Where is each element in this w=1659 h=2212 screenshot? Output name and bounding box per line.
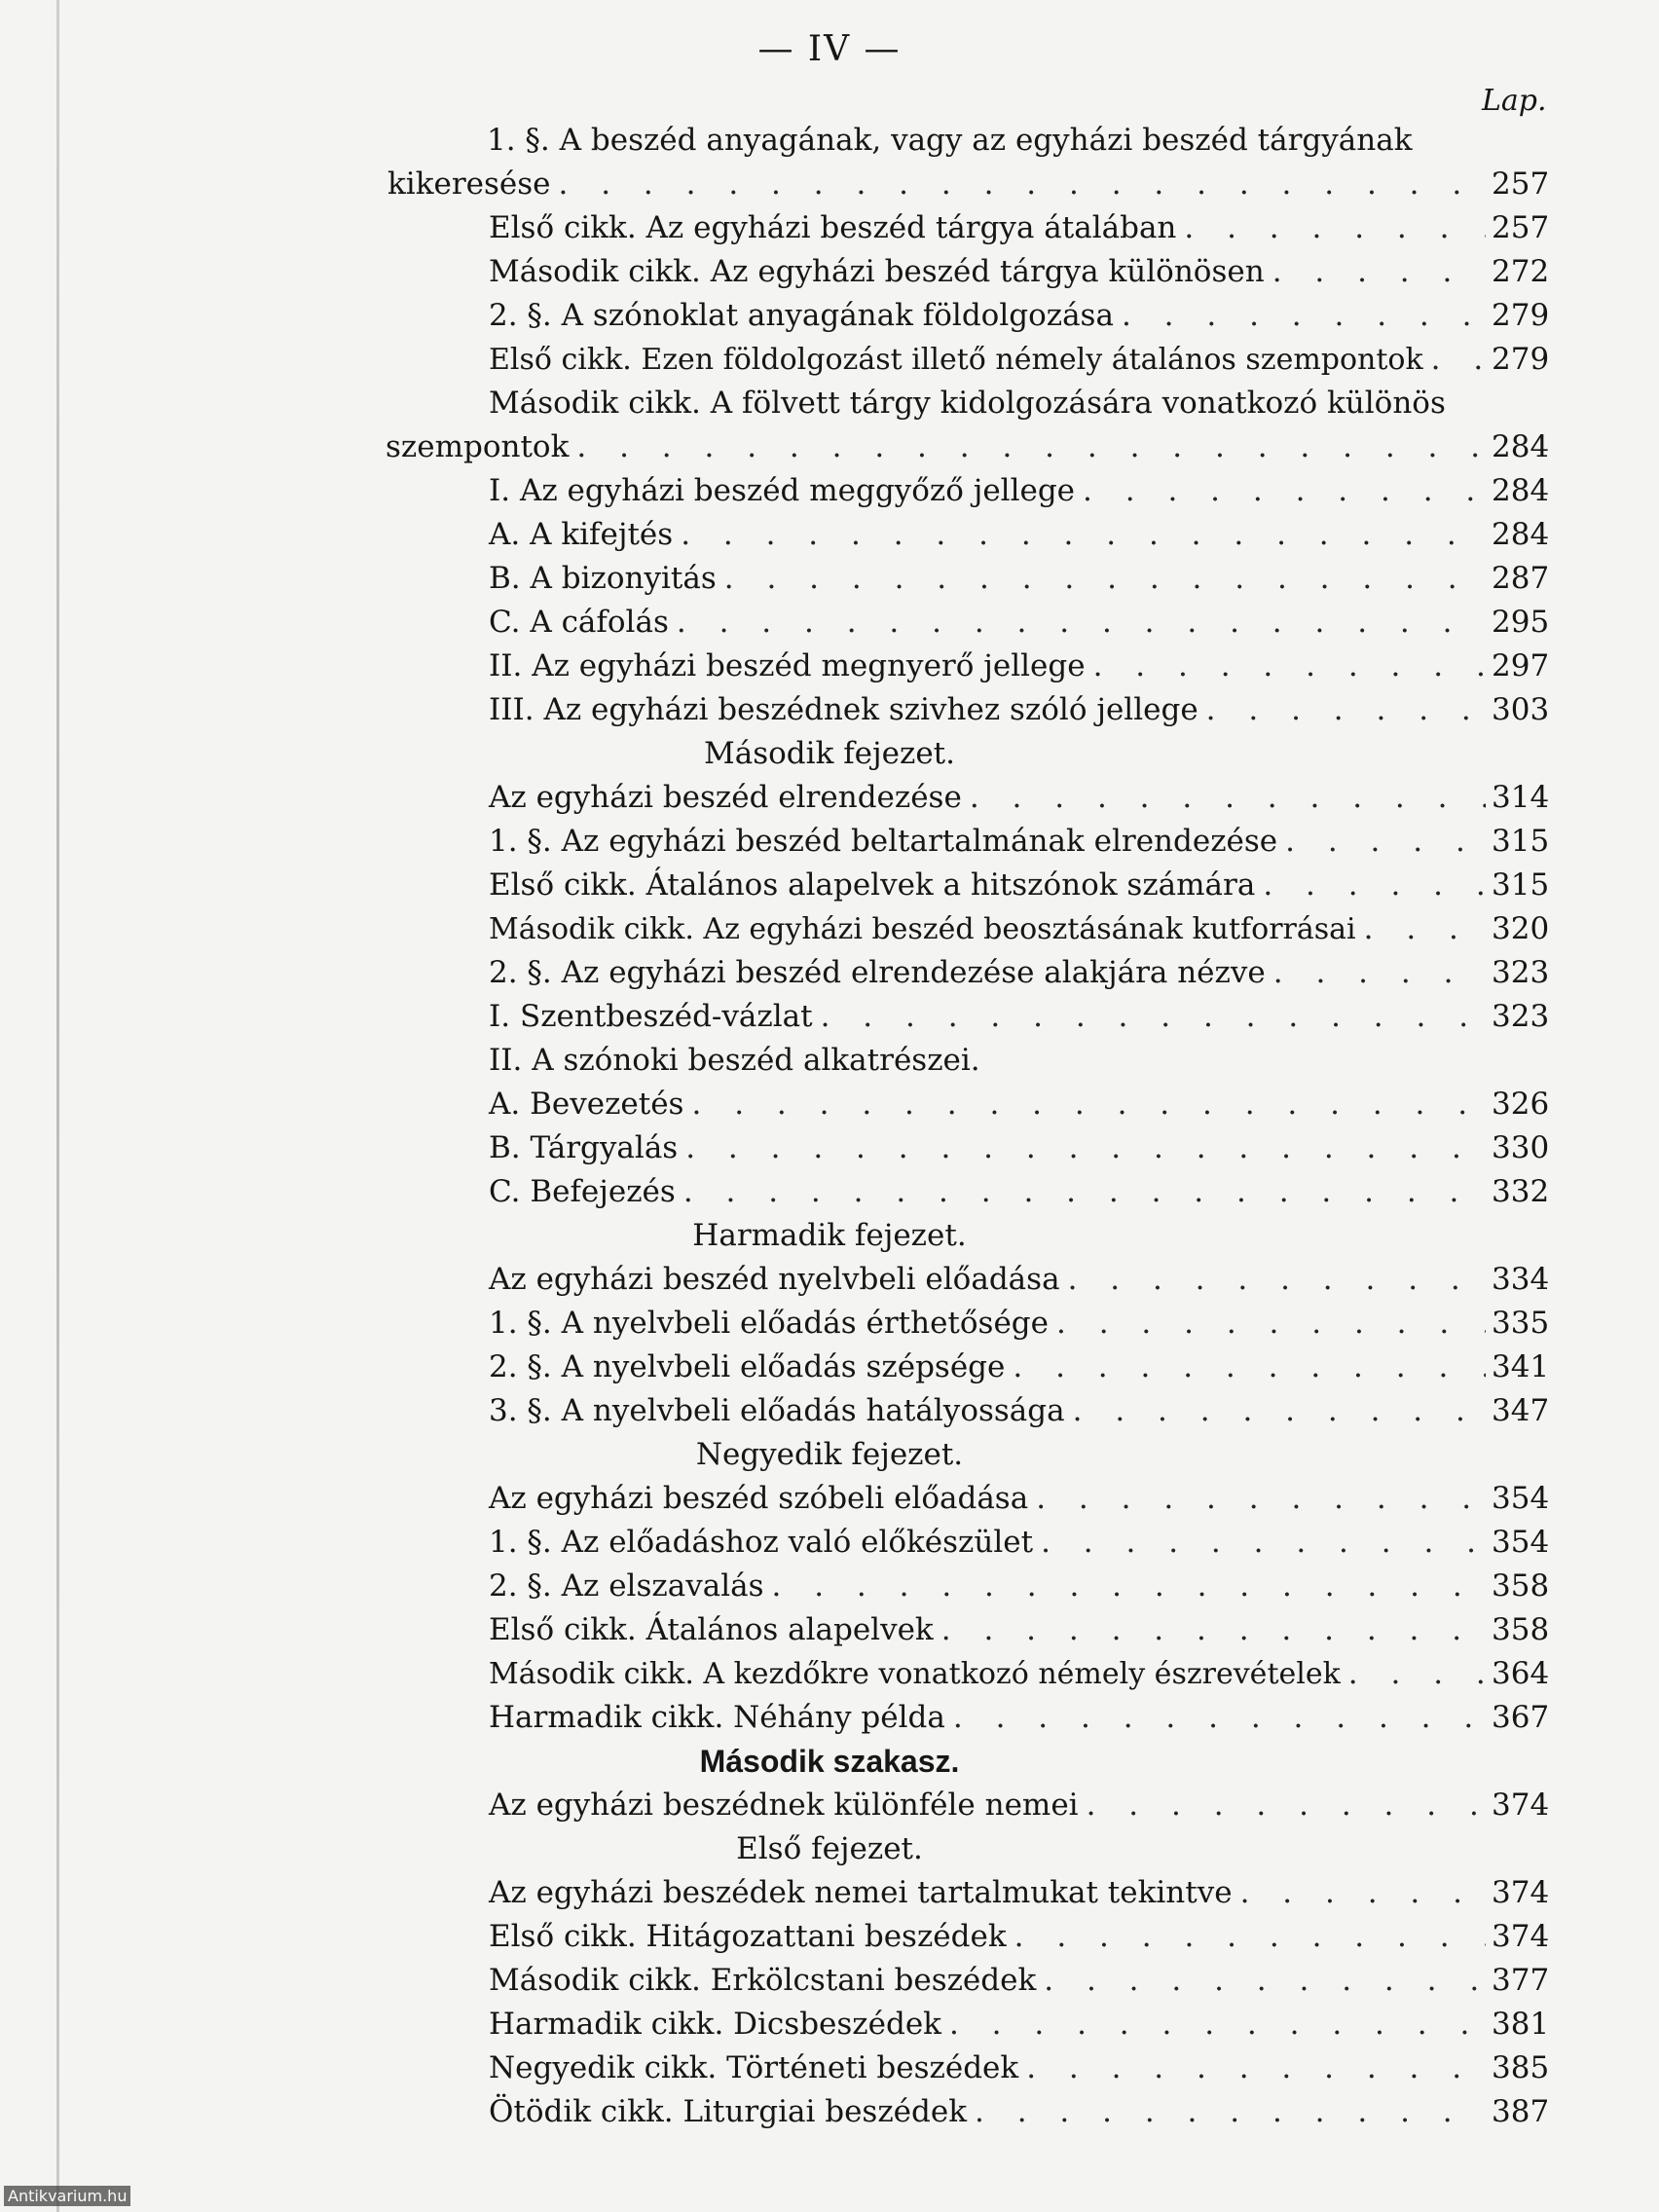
toc-entry-page: 284 bbox=[1492, 429, 1550, 464]
toc-entry bbox=[489, 2094, 1548, 2137]
dot-leader bbox=[1255, 867, 1486, 903]
dot-leader bbox=[1075, 473, 1486, 508]
toc-entry-page: 279 bbox=[1492, 342, 1550, 377]
toc-entry-title: Az egyházi beszéd nyelvbeli előadása bbox=[489, 1262, 1060, 1297]
dot-leader bbox=[1007, 1919, 1486, 1954]
toc-entry-title: 2. §. A szónoklat anyagának földolgozása bbox=[489, 298, 1114, 333]
toc-entry-title: Második cikk. A kezdőkre vonatkozó némely észrevételek bbox=[489, 1657, 1341, 1691]
chapter-heading: Második fejezet. bbox=[704, 736, 955, 771]
toc-entry bbox=[489, 999, 1548, 1042]
toc-entry bbox=[489, 1481, 1548, 1524]
watermark: Antikvarium.hu bbox=[4, 2186, 130, 2206]
toc-entry-title: Első cikk. Átalános alapelvek bbox=[489, 1612, 934, 1647]
dot-leader bbox=[1341, 1656, 1486, 1691]
toc-entry bbox=[489, 1349, 1548, 1392]
dot-leader bbox=[551, 166, 1486, 202]
toc-entry-title: Második cikk. Az egyházi beszéd tárgya különösen bbox=[489, 254, 1265, 289]
dot-leader bbox=[678, 1130, 1486, 1165]
toc-entry-page: 374 bbox=[1492, 1788, 1550, 1823]
toc-entry-title: Harmadik cikk. Néhány példa bbox=[489, 1700, 945, 1735]
toc-entry-page: 323 bbox=[1492, 955, 1550, 990]
scan-edge bbox=[56, 0, 59, 2212]
toc-entry-title: Az egyházi beszédek nemei tartalmukat tekintve bbox=[489, 1875, 1233, 1910]
toc-entry-title: A. A kifejtés bbox=[489, 517, 674, 552]
dot-leader bbox=[676, 1174, 1486, 1209]
toc-entry-page: 354 bbox=[1492, 1481, 1550, 1516]
toc-entry-title: 2. §. A nyelvbeli előadás szépsége bbox=[489, 1349, 1006, 1384]
toc-entry-title: Első cikk. Átalános alapelvek a hitszónok számára bbox=[489, 867, 1256, 903]
page-number-header: — IV — bbox=[757, 29, 902, 69]
dot-leader bbox=[673, 517, 1486, 552]
toc-entry-page: 367 bbox=[1492, 1700, 1550, 1735]
toc-entry-title: kikeresése bbox=[387, 166, 551, 202]
dot-leader bbox=[1018, 2050, 1486, 2085]
toc-entry-title: Első cikk. Az egyházi beszéd tárgya átalában bbox=[489, 210, 1177, 245]
toc-entry bbox=[489, 210, 1548, 253]
toc-entry bbox=[489, 824, 1548, 866]
toc-entry-page: 284 bbox=[1492, 517, 1550, 552]
dot-leader bbox=[1176, 210, 1486, 245]
toc-entry-page: 387 bbox=[1492, 2094, 1550, 2129]
toc-entry-title: B. A bizonyitás bbox=[489, 561, 717, 596]
toc-entry-page: 303 bbox=[1492, 692, 1550, 727]
toc-entry-title: I. Az egyházi beszéd meggyőző jellege bbox=[489, 473, 1076, 508]
toc-entry-page: 297 bbox=[1492, 648, 1550, 683]
dot-leader bbox=[1005, 1349, 1486, 1384]
toc-entry bbox=[489, 2007, 1548, 2049]
toc-entry bbox=[489, 1393, 1548, 1436]
toc-entry-page: 354 bbox=[1492, 1525, 1550, 1560]
dot-leader bbox=[934, 1612, 1486, 1647]
toc-entry-page: 272 bbox=[1492, 254, 1550, 289]
toc-entry-title: Negyedik cikk. Történeti beszédek bbox=[489, 2050, 1019, 2085]
dot-leader bbox=[962, 780, 1486, 815]
toc-entry bbox=[489, 1568, 1548, 1611]
toc-entry-page: 374 bbox=[1492, 1919, 1550, 1954]
toc-entry-title: Ötödik cikk. Liturgiai beszédek bbox=[489, 2094, 967, 2129]
dot-leader bbox=[813, 999, 1486, 1034]
toc-entry-title: 1. §. Az egyházi beszéd beltartalmának elrendezése bbox=[489, 824, 1278, 859]
toc-entry bbox=[489, 1087, 1548, 1129]
toc-entry-title: A. Bevezetés bbox=[489, 1087, 684, 1122]
toc-entry bbox=[489, 692, 1548, 735]
toc-entry-6-line1: Második cikk. A fölvett tárgy kidolgozására vonatkozó különös bbox=[489, 386, 1446, 421]
toc-entry bbox=[489, 605, 1548, 647]
toc-entry-page: 358 bbox=[1492, 1568, 1550, 1604]
toc-entry-title: Első cikk. Hitágozattani beszédek bbox=[489, 1919, 1007, 1954]
toc-entry-title: Az egyházi beszéd elrendezése bbox=[489, 780, 962, 815]
dot-leader bbox=[1198, 692, 1486, 727]
toc-entry-title: I. Szentbeszéd-vázlat bbox=[489, 999, 813, 1034]
toc-entry-title: B. Tárgyalás bbox=[489, 1130, 679, 1165]
dot-leader bbox=[941, 2007, 1486, 2042]
chapter-heading: Negyedik fejezet. bbox=[695, 1437, 964, 1472]
dot-leader bbox=[669, 605, 1486, 640]
dot-leader bbox=[945, 1700, 1486, 1735]
toc-entry bbox=[489, 254, 1548, 297]
toc-entry-1-line1: 1. §. A beszéd anyagának, vagy az egyházi beszéd tárgyának bbox=[487, 123, 1413, 158]
toc-entry bbox=[489, 780, 1548, 823]
toc-entry bbox=[489, 1525, 1548, 1567]
toc-entry bbox=[489, 1919, 1548, 1962]
toc-entry-page: 279 bbox=[1492, 298, 1550, 333]
toc-entry bbox=[489, 298, 1548, 341]
toc-entry bbox=[489, 1262, 1548, 1305]
toc-entry bbox=[489, 1656, 1548, 1699]
toc-entry-page: 341 bbox=[1492, 1349, 1550, 1384]
toc-entry-title: 1. §. Az előadáshoz való előkészület bbox=[489, 1525, 1034, 1560]
toc-entry-page: 385 bbox=[1492, 2050, 1550, 2085]
toc-entry-page: 315 bbox=[1492, 867, 1550, 903]
page-column-label: Lap. bbox=[1482, 84, 1547, 118]
toc-entry-title: 3. §. A nyelvbeli előadás hatályossága bbox=[489, 1393, 1065, 1428]
toc-entry-page: 364 bbox=[1492, 1656, 1550, 1691]
dot-leader bbox=[1049, 1306, 1486, 1341]
toc-entry-page: 287 bbox=[1492, 561, 1550, 596]
section-heading: Második szakasz. bbox=[699, 1744, 960, 1779]
toc-entry bbox=[489, 1963, 1548, 2006]
toc-entry-page: 257 bbox=[1492, 210, 1550, 245]
toc-entry bbox=[489, 911, 1548, 954]
toc-entry-title: Az egyházi beszéd szóbeli előadása bbox=[489, 1481, 1029, 1516]
toc-entry-subheading: II. A szónoki beszéd alkatrészei. bbox=[489, 1043, 980, 1078]
toc-entry-title: III. Az egyházi beszédnek szivhez szóló jellege bbox=[489, 692, 1198, 727]
toc-entry bbox=[489, 1612, 1548, 1655]
dot-leader bbox=[569, 429, 1486, 464]
dot-leader bbox=[683, 1087, 1486, 1122]
dot-leader bbox=[1423, 342, 1486, 377]
toc-entry-page: 295 bbox=[1492, 605, 1550, 640]
toc-entry bbox=[489, 1700, 1548, 1743]
dot-leader bbox=[1036, 1963, 1486, 1998]
toc-entry bbox=[489, 517, 1548, 560]
toc-entry-page: 347 bbox=[1492, 1393, 1550, 1428]
toc-entry bbox=[489, 1875, 1548, 1918]
dot-leader bbox=[1233, 1875, 1486, 1910]
toc-entry-page: 332 bbox=[1492, 1174, 1550, 1209]
dot-leader bbox=[1114, 298, 1486, 333]
dot-leader bbox=[1265, 254, 1486, 289]
toc-entry-page: 334 bbox=[1492, 1262, 1550, 1297]
toc-entry-page: 330 bbox=[1492, 1130, 1550, 1165]
chapter-heading: Harmadik fejezet. bbox=[692, 1218, 967, 1253]
toc-entry-title: 2. §. Az egyházi beszéd elrendezése alakjára nézve bbox=[489, 955, 1266, 990]
toc-entry-page: 323 bbox=[1492, 999, 1550, 1034]
dot-leader bbox=[1065, 1393, 1486, 1428]
toc-entry bbox=[386, 429, 1548, 472]
toc-entry-title: C. Befejezés bbox=[489, 1174, 676, 1209]
chapter-heading: Első fejezet. bbox=[736, 1831, 923, 1866]
toc-entry-page: 314 bbox=[1492, 780, 1550, 815]
toc-entry-title: C. A cáfolás bbox=[489, 605, 669, 640]
toc-entry bbox=[489, 561, 1548, 604]
dot-leader bbox=[1079, 1788, 1486, 1823]
dot-leader bbox=[1266, 955, 1486, 990]
toc-entry-title: Második cikk. Erkölcstani beszédek bbox=[489, 1963, 1037, 1998]
toc-entry bbox=[489, 1306, 1548, 1348]
toc-entry-page: 381 bbox=[1492, 2007, 1550, 2042]
toc-entry-title: II. Az egyházi beszéd megnyerő jellege bbox=[489, 648, 1086, 683]
toc-entry bbox=[489, 1174, 1548, 1217]
dot-leader bbox=[1033, 1525, 1486, 1560]
toc-entry-page: 374 bbox=[1492, 1875, 1550, 1910]
toc-entry-page: 320 bbox=[1492, 911, 1550, 946]
dot-leader bbox=[1060, 1262, 1486, 1297]
toc-entry bbox=[489, 2050, 1548, 2093]
toc-entry-title: Második cikk. Az egyházi beszéd beosztásának kutforrásai bbox=[489, 912, 1356, 946]
toc-entry bbox=[489, 955, 1548, 998]
toc-entry-page: 335 bbox=[1492, 1306, 1550, 1341]
dot-leader bbox=[717, 561, 1486, 596]
dot-leader bbox=[1028, 1481, 1486, 1516]
toc-entry-title: Első cikk. Ezen földolgozást illető némely átalános szempontok bbox=[489, 343, 1423, 377]
dot-leader bbox=[1086, 648, 1486, 683]
toc-entry bbox=[489, 648, 1548, 691]
toc-entry-page: 315 bbox=[1492, 824, 1550, 859]
toc-entry-title: 2. §. Az elszavalás bbox=[489, 1568, 764, 1604]
dot-leader bbox=[1356, 911, 1486, 946]
toc-entry bbox=[489, 473, 1548, 516]
toc-entry-title: 1. §. A nyelvbeli előadás érthetősége bbox=[489, 1306, 1049, 1341]
toc-entry-page: 358 bbox=[1492, 1612, 1550, 1647]
dot-leader bbox=[1277, 824, 1486, 859]
dot-leader bbox=[967, 2094, 1486, 2129]
toc-entry-title: Az egyházi beszédnek különféle nemei bbox=[489, 1788, 1079, 1823]
toc-entry-page: 257 bbox=[1492, 166, 1550, 202]
toc-entry bbox=[489, 342, 1548, 385]
toc-entry-title: szempontok bbox=[386, 429, 570, 464]
toc-entry-page: 284 bbox=[1492, 473, 1550, 508]
toc-entry bbox=[489, 1788, 1548, 1830]
toc-entry bbox=[387, 166, 1548, 209]
toc-entry-title: Harmadik cikk. Dicsbeszédek bbox=[489, 2007, 941, 2042]
toc-entry bbox=[489, 867, 1548, 910]
dot-leader bbox=[764, 1568, 1487, 1604]
toc-entry-page: 377 bbox=[1492, 1963, 1550, 1998]
toc-entry-page: 326 bbox=[1492, 1087, 1550, 1122]
toc-entry bbox=[489, 1130, 1548, 1173]
